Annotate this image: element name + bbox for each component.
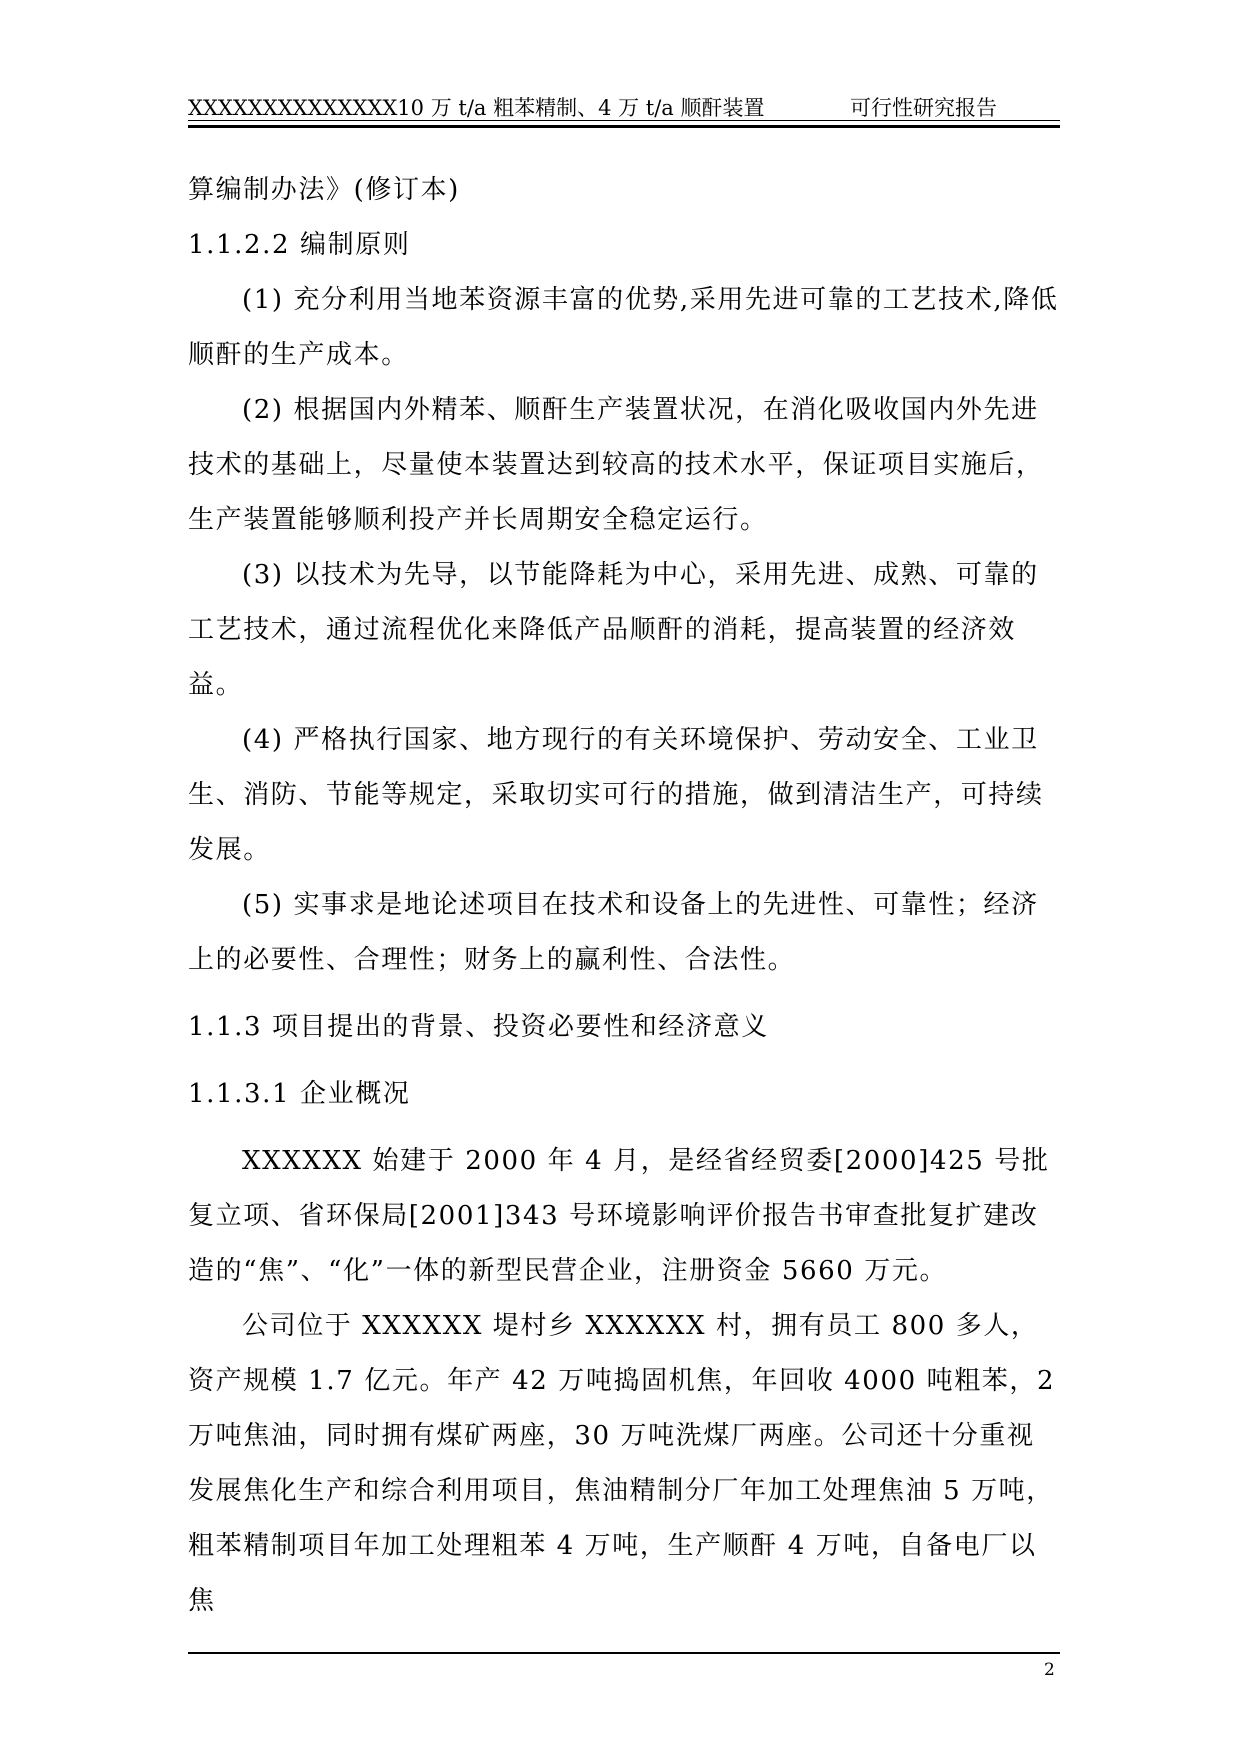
principle-paragraph-1: (1) 充分利用当地苯资源丰富的优势,采用先进可靠的工艺技术,降低顺酐的生产成本。 bbox=[188, 285, 1059, 370]
page-number: 2 bbox=[1044, 1660, 1055, 1680]
principle-paragraph-3: (3) 以技术为先导，以节能降耗为中心，采用先进、成熟、可靠的工艺技术，通过流程优化来降低产品顺酐的消耗，提高装置的经济效益。 bbox=[188, 560, 1039, 700]
header-rule-thick bbox=[188, 125, 1060, 128]
paragraph-continuation: 算编制办法》(修订本) bbox=[188, 175, 460, 205]
footer-rule bbox=[188, 1652, 1060, 1654]
page-header bbox=[188, 84, 1060, 120]
section-heading-compilation-principles: 1.1.2.2 编制原则 bbox=[188, 230, 411, 260]
section-heading-company-overview: 1.1.3.1 企业概况 bbox=[188, 1079, 411, 1109]
header-document-title: XXXXXXXXXXXXXX10 万 t/a 粗苯精制、4 万 t/a 顺酐装置 bbox=[188, 96, 765, 120]
company-paragraph-1: XXXXXX 始建于 2000 年 4 月，是经省经贸委[2000]425 号批复立项、省环保局[2001]343 号环境影响评价报告书审查批复扩建改造的“焦”、“化”一体的新型民营企业，注册资金 5660 万元。 bbox=[188, 1146, 1050, 1286]
principle-paragraph-4: (4) 严格执行国家、地方现行的有关环境保护、劳动安全、工业卫生、消防、节能等规定，采取切实可行的措施，做到清洁生产，可持续发展。 bbox=[188, 725, 1044, 865]
page-body bbox=[188, 163, 1060, 1629]
section-heading-background: 1.1.3 项目提出的背景、投资必要性和经济意义 bbox=[188, 1012, 769, 1042]
header-report-type: 可行性研究报告 bbox=[850, 96, 997, 120]
company-paragraph-2: 公司位于 XXXXXX 堤村乡 XXXXXX 村，拥有员工 800 多人，资产规模 1.7 亿元。年产 42 万吨捣固机焦，年回收 4000 吨粗苯，2 万吨焦油，同时拥有煤矿两座，30 万吨洗煤厂两座。公司还十分重视发展焦化生产和综合利用项目，焦油精制分厂年加工处理焦油 5 万吨，粗苯精制项目年加工处理粗苯 4 万吨，生产顺酐 4 万吨，自备电厂以焦 bbox=[188, 1311, 1056, 1616]
header-rule-thin bbox=[188, 120, 1060, 121]
principle-paragraph-5: (5) 实事求是地论述项目在技术和设备上的先进性、可靠性；经济上的必要性、合理性；财务上的赢利性、合法性。 bbox=[188, 890, 1039, 975]
principle-paragraph-2: (2) 根据国内外精苯、顺酐生产装置状况，在消化吸收国内外先进技术的基础上，尽量使本装置达到较高的技术水平，保证项目实施后，生产装置能够顺利投产并长周期安全稳定运行。 bbox=[188, 395, 1044, 535]
